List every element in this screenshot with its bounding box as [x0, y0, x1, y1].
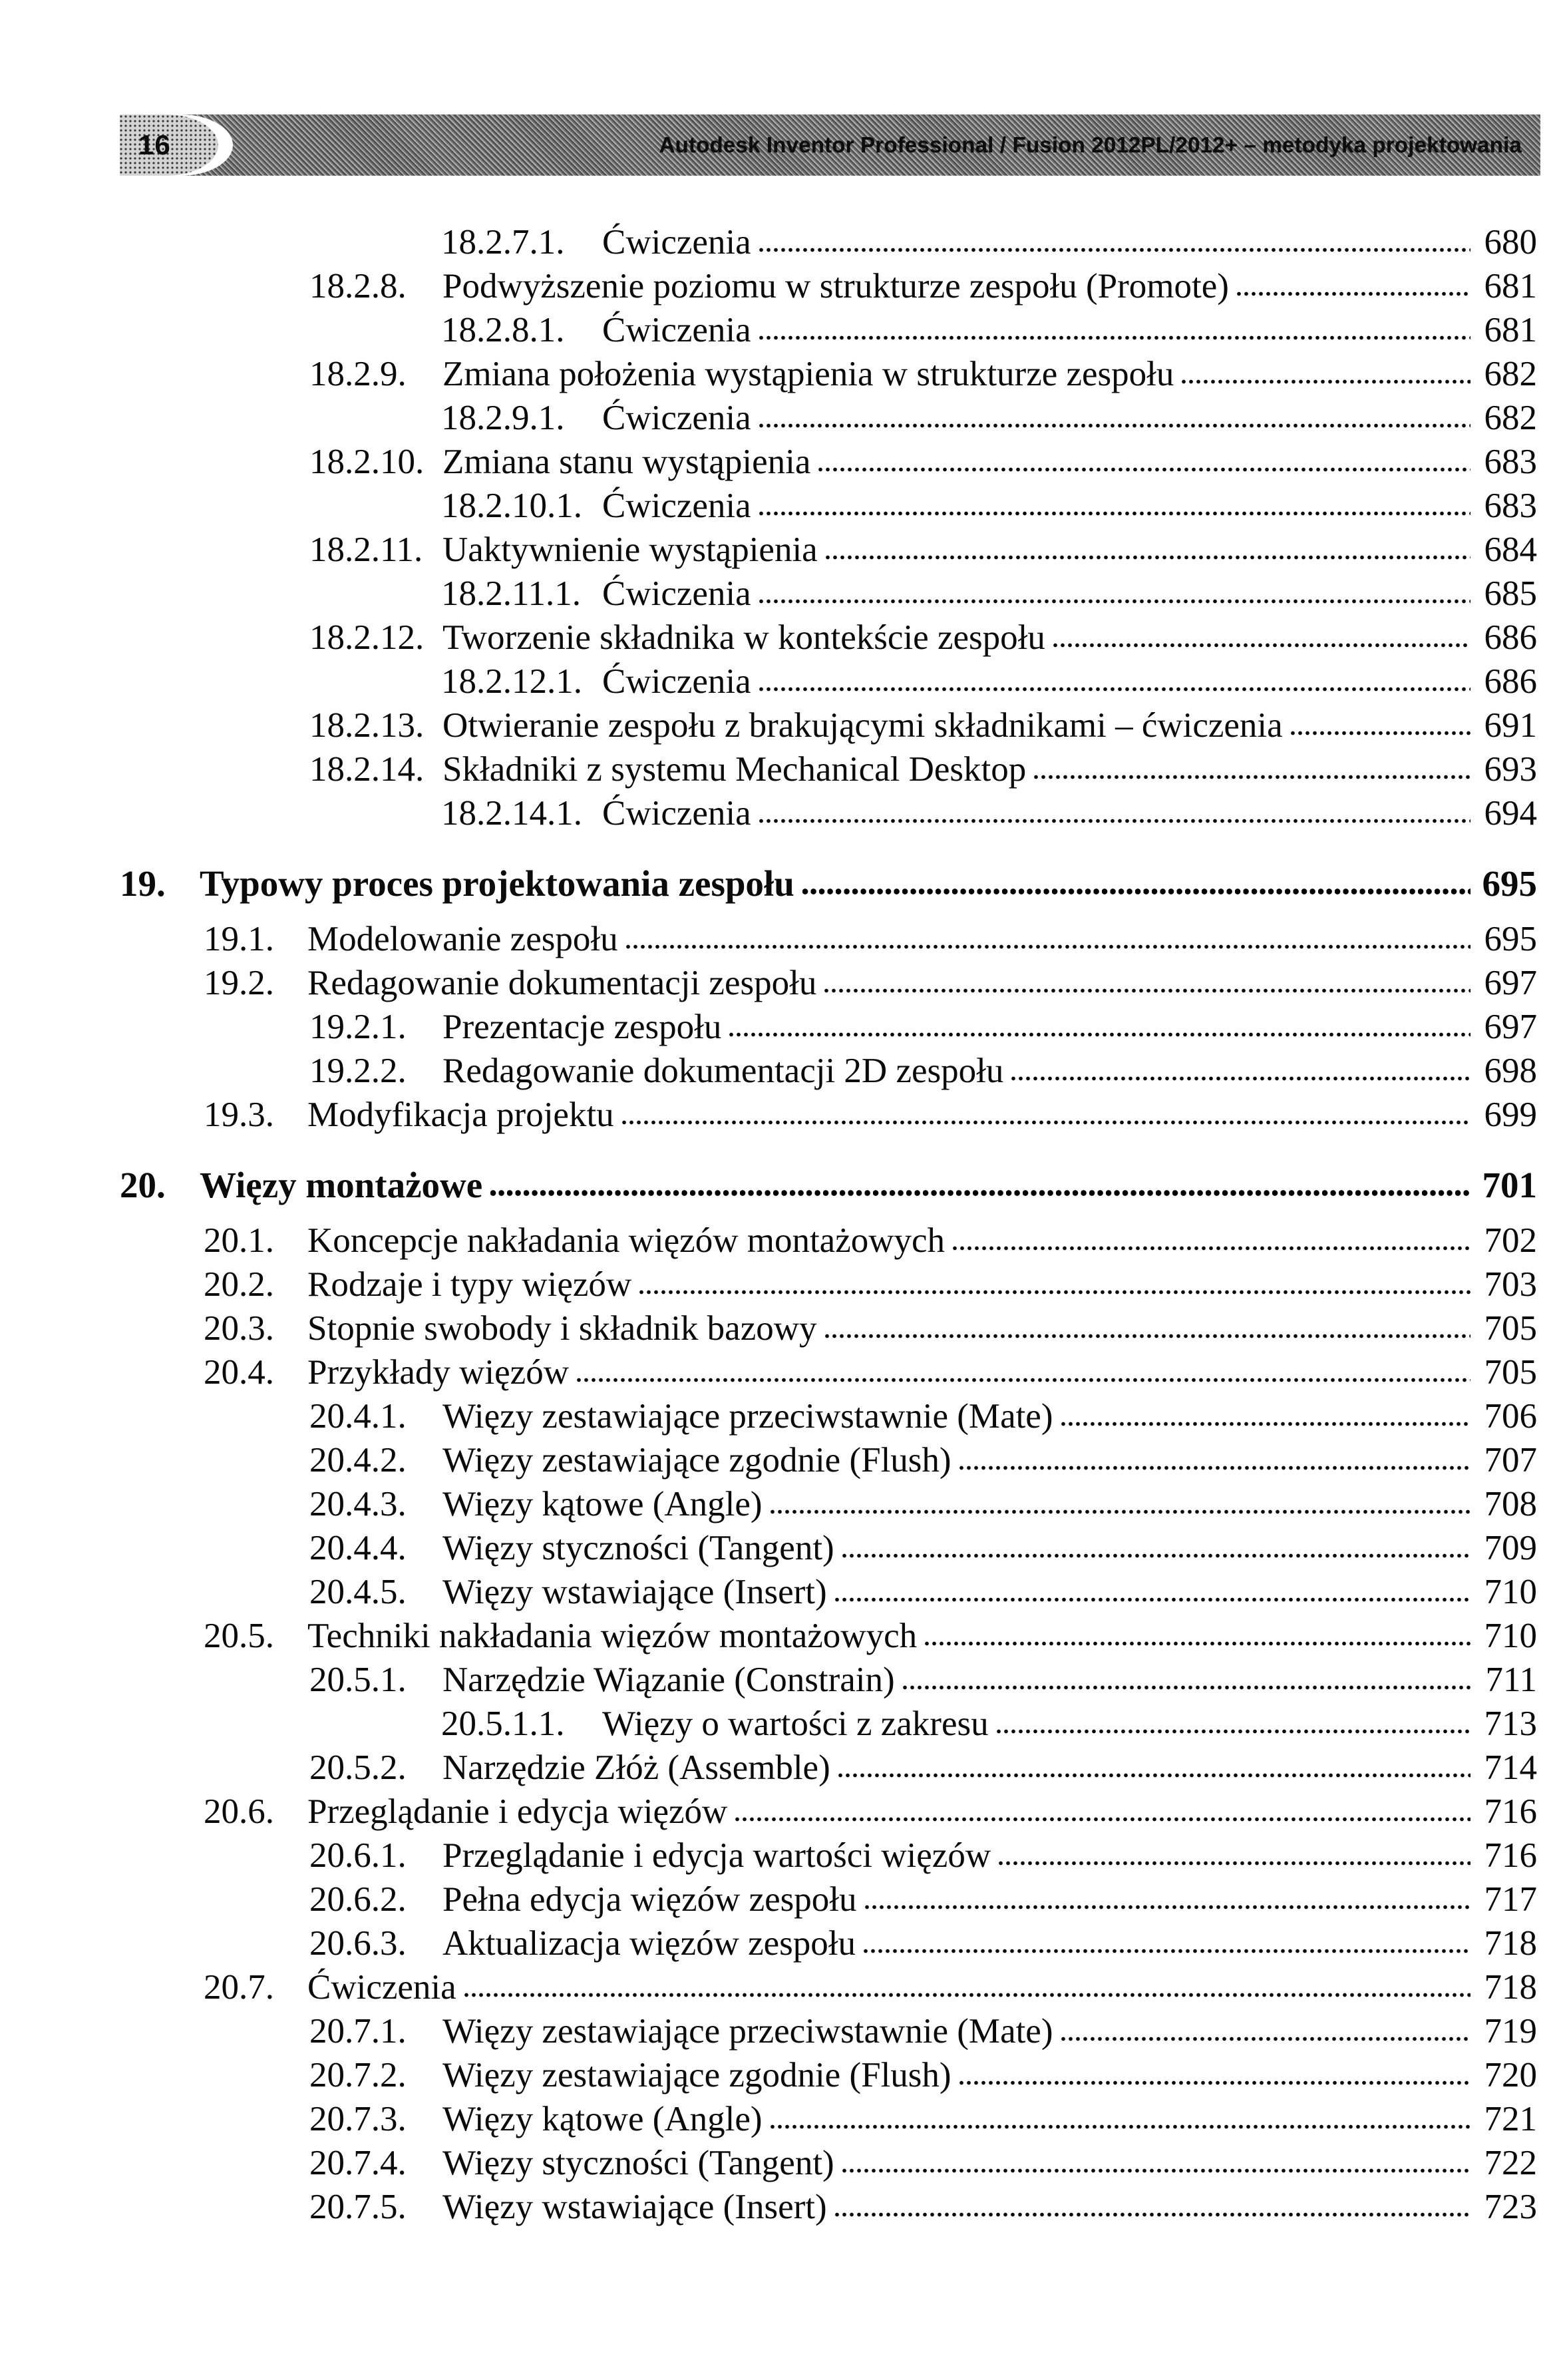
- toc-entry: [0, 396, 1557, 440]
- toc-entry-title: Więzy montażowe: [200, 1165, 483, 1205]
- toc-entry-page: 698: [1484, 1052, 1537, 1090]
- toc-entry-title: Modyfikacja projektu: [307, 1095, 614, 1134]
- toc-entry-number: 20.4.5.: [309, 1573, 407, 1611]
- toc-entry-page: 697: [1484, 964, 1537, 1002]
- toc-entry: [0, 1702, 1557, 1746]
- toc-entry-number: 20.4.1.: [309, 1397, 407, 1436]
- toc-entry: [0, 2009, 1557, 2053]
- dot-leader-icon: [953, 1245, 1470, 1252]
- dot-leader-icon: [759, 334, 1470, 341]
- toc-entry-page: 718: [1484, 1924, 1537, 1963]
- dot-leader-icon: [1034, 773, 1470, 781]
- toc-entry: [0, 616, 1557, 660]
- toc-entry-title: Otwieranie zespołu z brakującymi składnikami – ćwiczenia: [442, 706, 1283, 745]
- toc-entry: [0, 1350, 1557, 1394]
- toc-entry: [0, 1263, 1557, 1306]
- dot-leader-icon: [1182, 378, 1470, 385]
- toc-entry-number: 18.2.9.1.: [441, 399, 565, 437]
- toc-entry-page: 716: [1484, 1836, 1537, 1875]
- toc-entry-title: Ćwiczenia: [602, 574, 751, 613]
- toc-entry: [0, 2053, 1557, 2097]
- toc-entry-title: Więzy kątowe (Angle): [442, 2100, 763, 2138]
- toc-entry: [0, 1049, 1557, 1093]
- dot-leader-icon: [577, 1376, 1470, 1384]
- dot-leader-icon: [959, 2079, 1470, 2086]
- toc-entry: [0, 1219, 1557, 1263]
- toc-entry: [0, 791, 1557, 835]
- dot-leader-icon: [997, 1728, 1470, 1735]
- toc-entry-number: 20.4.: [204, 1353, 274, 1392]
- toc-entry-title: Ćwiczenia: [602, 662, 751, 701]
- toc-entry-title: Redagowanie dokumentacji zespołu: [307, 964, 817, 1002]
- header-band: [120, 114, 1540, 176]
- toc-entry-title: Zmiana położenia wystąpienia w strukturze zespołu: [442, 355, 1174, 393]
- toc-entry-page: 719: [1484, 2012, 1537, 2051]
- toc-entry-page: 693: [1484, 750, 1537, 789]
- toc-entry-number: 20.: [120, 1165, 166, 1205]
- toc-entry-page: 722: [1484, 2144, 1537, 2182]
- dot-leader-icon: [842, 2167, 1470, 2174]
- toc-entry-title: Składniki z systemu Mechanical Desktop: [442, 750, 1027, 789]
- toc-entry-title: Aktualizacja więzów zespołu: [442, 1924, 856, 1963]
- toc-entry-number: 20.1.: [204, 1221, 274, 1260]
- toc-entry: [0, 2097, 1557, 2141]
- dot-leader-icon: [999, 1860, 1470, 1867]
- toc-entry-number: 20.6.: [204, 1792, 274, 1831]
- toc-entry-page: 682: [1484, 399, 1537, 437]
- toc-entry-number: 20.7.3.: [309, 2100, 407, 2138]
- toc-entry-page: 697: [1484, 1008, 1537, 1046]
- toc-entry: [0, 352, 1557, 396]
- toc-entry-title: Rodzaje i typy więzów: [307, 1265, 632, 1304]
- dot-leader-icon: [626, 943, 1470, 950]
- toc-entry: [0, 264, 1557, 308]
- toc-entry-number: 18.2.14.1.: [441, 794, 582, 833]
- toc-entry-title: Więzy kątowe (Angle): [442, 1485, 763, 1523]
- toc-entry-number: 18.2.13.: [309, 706, 425, 745]
- dot-leader-icon: [1061, 2035, 1471, 2043]
- dot-leader-icon: [864, 1947, 1470, 1955]
- toc-entry: [0, 1093, 1557, 1137]
- dot-leader-icon: [759, 817, 1470, 825]
- toc-entry-title: Więzy wstawiające (Insert): [442, 1573, 827, 1611]
- toc-entry-number: 20.7.4.: [309, 2144, 407, 2182]
- toc-entry-title: Podwyższenie poziomu w strukturze zespołu (Promote): [442, 267, 1229, 305]
- toc-entry: [0, 2141, 1557, 2185]
- toc-entry-title: Przykłady więzów: [307, 1353, 569, 1392]
- toc-entry-page: 686: [1484, 618, 1537, 657]
- toc-entry-number: 19.2.: [204, 964, 274, 1002]
- toc-entry-number: 18.2.7.1.: [441, 223, 565, 262]
- toc-entry-page: 682: [1484, 355, 1537, 393]
- toc-entry: [0, 862, 1557, 906]
- toc-entry-number: 18.2.12.: [309, 618, 425, 657]
- dot-leader-icon: [622, 1119, 1470, 1126]
- toc-entry-title: Ćwiczenia: [602, 487, 751, 525]
- toc-entry-page: 695: [1484, 920, 1537, 958]
- toc-entry-page: 686: [1484, 662, 1537, 701]
- toc-entry-title: Narzędzie Wiązanie (Constrain): [442, 1661, 895, 1699]
- toc-entry-page: 710: [1484, 1617, 1537, 1655]
- toc-entry-page: 709: [1484, 1529, 1537, 1567]
- toc-entry: [0, 1746, 1557, 1790]
- toc-entry-title: Zmiana stanu wystąpienia: [442, 443, 811, 481]
- toc-entry-number: 19.1.: [204, 920, 274, 958]
- toc-entry-number: 20.7.2.: [309, 2056, 407, 2094]
- dot-leader-icon: [735, 1816, 1470, 1823]
- toc-entry: [0, 961, 1557, 1005]
- toc-entry-page: 691: [1484, 706, 1537, 745]
- toc-list: [0, 220, 1557, 2229]
- dot-leader-icon: [771, 2123, 1470, 2130]
- dot-leader-icon: [903, 1684, 1470, 1691]
- toc-entry: [0, 572, 1557, 616]
- toc-entry-page: 706: [1484, 1397, 1537, 1436]
- toc-entry-title: Więzy zestawiające przeciwstawnie (Mate): [442, 1397, 1053, 1436]
- toc-entry-title: Stopnie swobody i składnik bazowy: [307, 1309, 817, 1348]
- dot-leader-icon: [759, 510, 1470, 517]
- toc-entry-page: 683: [1484, 443, 1537, 481]
- toc-entry-page: 681: [1484, 267, 1537, 305]
- toc-entry-page: 695: [1482, 863, 1537, 904]
- dot-leader-icon: [1053, 642, 1470, 649]
- toc-entry-number: 20.7.5.: [309, 2188, 407, 2226]
- toc-entry: [0, 1163, 1557, 1207]
- toc-entry-number: 20.7.1.: [309, 2012, 407, 2051]
- toc-entry-number: 19.: [120, 863, 166, 904]
- toc-entry: [0, 703, 1557, 747]
- dot-leader-icon: [771, 1508, 1470, 1515]
- dot-leader-icon: [825, 1332, 1471, 1340]
- toc-entry: [0, 1526, 1557, 1570]
- toc-entry: [0, 440, 1557, 484]
- page-header: [120, 114, 1540, 176]
- toc-entry-number: 19.2.2.: [309, 1052, 407, 1090]
- toc-entry-title: Modelowanie zespołu: [307, 920, 618, 958]
- dot-leader-icon: [826, 554, 1470, 561]
- toc-entry-title: Więzy zestawiające zgodnie (Flush): [442, 2056, 952, 2094]
- toc-entry-page: 683: [1484, 487, 1537, 525]
- toc-entry-title: Więzy zestawiające przeciwstawnie (Mate): [442, 2012, 1053, 2051]
- dot-leader-icon: [835, 2211, 1470, 2218]
- header-title: Autodesk Inventor Professional / Fusion 2012PL/2012+ – metodyka projektowania: [659, 132, 1522, 157]
- toc-entry: [0, 220, 1557, 264]
- toc-entry-page: 718: [1484, 1968, 1537, 2007]
- toc-entry-title: Narzędzie Złóż (Assemble): [442, 1748, 830, 1787]
- toc-entry-number: 18.2.10.1.: [441, 487, 582, 525]
- toc-entry: [0, 2185, 1557, 2229]
- toc-entry-title: Ćwiczenia: [307, 1968, 456, 2007]
- toc-entry-number: 20.6.1.: [309, 1836, 407, 1875]
- toc-entry: [0, 1834, 1557, 1878]
- toc-entry-title: Tworzenie składnika w kontekście zespołu: [442, 618, 1045, 657]
- toc-entry: [0, 1921, 1557, 1965]
- toc-entry-page: 694: [1484, 794, 1537, 833]
- toc-entry-page: 723: [1484, 2188, 1537, 2226]
- toc-entry-number: 20.4.3.: [309, 1485, 407, 1523]
- toc-entry-number: 18.2.8.1.: [441, 311, 565, 349]
- dot-leader-icon: [729, 1031, 1470, 1038]
- dot-leader-icon: [838, 1772, 1470, 1779]
- toc-entry-title: Ćwiczenia: [602, 311, 751, 349]
- toc-entry-page: 702: [1484, 1221, 1537, 1260]
- toc-entry-title: Więzy styczności (Tangent): [442, 1529, 834, 1567]
- dot-leader-icon: [759, 422, 1470, 429]
- toc-entry-page: 681: [1484, 311, 1537, 349]
- toc-entry-title: Ćwiczenia: [602, 223, 751, 262]
- toc-entry: [0, 1570, 1557, 1614]
- dot-leader-icon: [1291, 729, 1470, 737]
- toc-entry: [0, 917, 1557, 961]
- dot-leader-icon: [1011, 1075, 1470, 1082]
- toc-entry-page: 685: [1484, 574, 1537, 613]
- toc-entry: [0, 528, 1557, 572]
- dot-leader-icon: [639, 1289, 1470, 1296]
- toc-entry-title: Redagowanie dokumentacji 2D zespołu: [442, 1052, 1004, 1090]
- toc-entry-number: 20.2.: [204, 1265, 274, 1304]
- toc-entry-title: Typowy proces projektowania zespołu: [200, 863, 794, 904]
- toc-entry-title: Więzy zestawiające zgodnie (Flush): [442, 1441, 952, 1480]
- toc-entry-number: 20.5.: [204, 1617, 274, 1655]
- toc-entry-number: 18.2.14.: [309, 750, 425, 789]
- toc-entry-page: 710: [1484, 1573, 1537, 1611]
- toc-entry-number: 20.6.2.: [309, 1880, 407, 1919]
- toc-entry-page: 720: [1484, 2056, 1537, 2094]
- dot-leader-icon: [818, 466, 1470, 473]
- toc-entry-number: 19.3.: [204, 1095, 274, 1134]
- toc-entry-number: 18.2.11.1.: [441, 574, 582, 613]
- toc-entry: [0, 660, 1557, 703]
- toc-entry-title: Przeglądanie i edycja więzów: [307, 1792, 728, 1831]
- toc-entry-page: 680: [1484, 223, 1537, 262]
- toc-entry-page: 707: [1484, 1441, 1537, 1480]
- toc-entry-page: 711: [1485, 1661, 1537, 1699]
- toc-entry-page: 703: [1484, 1265, 1537, 1304]
- toc-entry-page: 699: [1484, 1095, 1537, 1134]
- toc-entry-number: 20.5.1.1.: [441, 1704, 565, 1743]
- toc-entry-number: 20.5.1.: [309, 1661, 407, 1699]
- dot-leader-icon: [865, 1903, 1470, 1911]
- dot-leader-icon: [925, 1640, 1470, 1647]
- dot-leader-icon: [490, 1189, 1470, 1197]
- toc-entry-number: 18.2.11.: [309, 530, 423, 569]
- toc-entry: [0, 1438, 1557, 1482]
- toc-entry-title: Uaktywnienie wystąpienia: [442, 530, 818, 569]
- toc-entry-page: 705: [1484, 1309, 1537, 1348]
- toc-entry: [0, 308, 1557, 352]
- toc-entry: [0, 1482, 1557, 1526]
- dot-leader-icon: [835, 1596, 1470, 1603]
- toc-entry-number: 18.2.9.: [309, 355, 407, 393]
- toc-entry-number: 19.2.1.: [309, 1008, 407, 1046]
- dot-leader-icon: [802, 887, 1470, 896]
- toc-entry-page: 721: [1484, 2100, 1537, 2138]
- toc-entry-page: 716: [1484, 1792, 1537, 1831]
- dot-leader-icon: [842, 1552, 1470, 1559]
- toc-entry: [0, 1394, 1557, 1438]
- toc-entry: [0, 1965, 1557, 2009]
- dot-leader-icon: [759, 598, 1470, 605]
- dot-leader-icon: [959, 1464, 1470, 1472]
- dot-leader-icon: [1237, 290, 1470, 298]
- toc-entry: [0, 1878, 1557, 1921]
- toc-entry-title: Prezentacje zespołu: [442, 1008, 722, 1046]
- toc-entry-page: 684: [1484, 530, 1537, 569]
- toc-entry-title: Pełna edycja więzów zespołu: [442, 1880, 857, 1919]
- toc-entry-title: Przeglądanie i edycja wartości więzów: [442, 1836, 991, 1875]
- toc-entry-title: Więzy styczności (Tangent): [442, 2144, 834, 2182]
- toc-entry: [0, 1306, 1557, 1350]
- toc-entry: [0, 484, 1557, 528]
- toc-entry: [0, 747, 1557, 791]
- dot-leader-icon: [464, 1991, 1470, 1999]
- toc-entry-title: Więzy wstawiające (Insert): [442, 2188, 827, 2226]
- toc-entry-number: 20.6.3.: [309, 1924, 407, 1963]
- toc-entry-page: 701: [1482, 1165, 1537, 1205]
- toc-entry: [0, 1790, 1557, 1834]
- dot-leader-icon: [759, 686, 1470, 693]
- toc-entry: [0, 1658, 1557, 1702]
- toc-entry-title: Ćwiczenia: [602, 399, 751, 437]
- page-number: 16: [138, 129, 171, 160]
- dot-leader-icon: [1061, 1420, 1471, 1428]
- toc-entry-number: 20.4.2.: [309, 1441, 407, 1480]
- toc-entry: [0, 1614, 1557, 1658]
- toc-entry-number: 18.2.10.: [309, 443, 425, 481]
- toc-entry-page: 714: [1484, 1748, 1537, 1787]
- toc-entry-title: Więzy o wartości z zakresu: [602, 1704, 989, 1743]
- toc-entry-page: 713: [1484, 1704, 1537, 1743]
- toc-entry-page: 708: [1484, 1485, 1537, 1523]
- toc-entry-title: Ćwiczenia: [602, 794, 751, 833]
- toc-entry-number: 20.7.: [204, 1968, 274, 2007]
- dot-leader-icon: [824, 987, 1470, 994]
- toc-entry-number: 20.4.4.: [309, 1529, 407, 1567]
- toc-entry-title: Koncepcje nakładania więzów montażowych: [307, 1221, 946, 1260]
- toc-entry-title: Techniki nakładania więzów montażowych: [307, 1617, 918, 1655]
- toc-entry-number: 20.5.2.: [309, 1748, 407, 1787]
- toc-entry-number: 20.3.: [204, 1309, 274, 1348]
- toc-entry-number: 18.2.12.1.: [441, 662, 582, 701]
- dot-leader-icon: [759, 246, 1470, 254]
- toc-entry-page: 705: [1484, 1353, 1537, 1392]
- toc-entry-number: 18.2.8.: [309, 267, 407, 305]
- toc-entry: [0, 1005, 1557, 1049]
- toc-entry-page: 717: [1484, 1880, 1537, 1919]
